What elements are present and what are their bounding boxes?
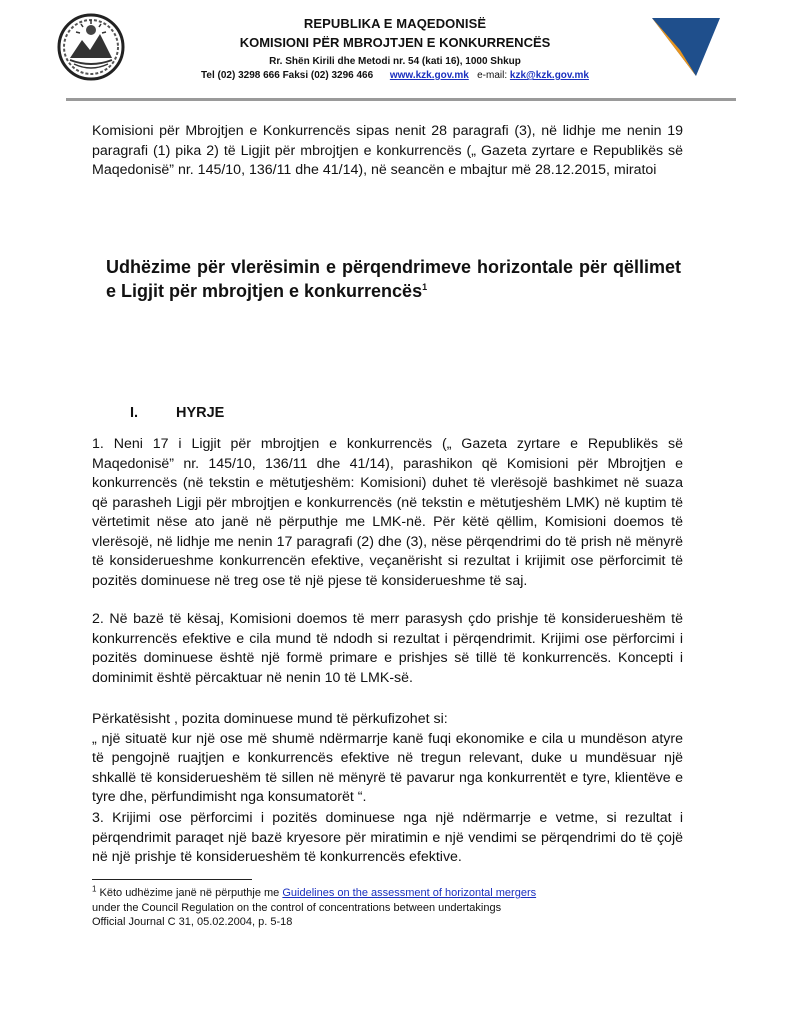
footnote-line-3: Official Journal C 31, 05.02.2004, p. 5-18 — [92, 916, 293, 928]
email-link[interactable]: kzk@kzk.gov.mk — [509, 70, 589, 81]
header-title-commission: KOMISIONI PËR MBROJTJEN E KONKURRENCËS — [239, 35, 551, 50]
header-address: Rr. Shën Kirili dhe Metodi nr. 54 (kati 16), 1000 Shkup — [269, 56, 521, 67]
section-number: I. — [130, 405, 139, 421]
dominance-definition — [92, 710, 683, 808]
section-title: HYRJE — [176, 405, 225, 421]
website-link[interactable]: www.kzk.gov.mk — [389, 70, 469, 81]
commission-logo-icon — [650, 16, 722, 78]
definition-lead: Përkatësisht , pozita dominuese mund të përkufizohet si: — [92, 711, 448, 727]
paragraph-1: 1. Neni 17 i Ligjit për mbrojtjen e konkurrencës („ Gazeta zyrtare e Republikës së Maqedonisë” nr. 145/10, 136/11 dhe 41/14), parashikon që Komisioni për Mbrojtjen e konkurrencës (në tekstin e mëtutjeshëm: Komisioni) duhet të vlerësojë bashkimet në suaza që parasheh Ligji për mbrojtjen e konkurrencës (në tekstin e mëtutjeshëm LMK) në kuptim të vërtetimit nëse ato janë në përputhje me LMK-në. Për këtë qëllim, Komisioni doemos të vlerësojë, në lidhje me nenin 17 paragrafi (2) dhe (3), nëse përqendrimi do të prish në mënyrë të konsiderueshme konkurrencën efektive, veçanërisht si rezultat i krijimit ose përforcimit të pozitës dominuese në treg ose të një pjese të konsiderueshme të saj. — [92, 436, 683, 589]
state-emblem-icon — [56, 12, 126, 82]
header-title-country: REPUBLIKA E MAQEDONISË — [303, 16, 487, 31]
footnote-lead: Këto udhëzime janë në përputhje me — [96, 887, 283, 899]
footnote-divider — [92, 879, 252, 880]
document-title — [106, 255, 681, 303]
title-footnote-mark[interactable]: 1 — [422, 282, 428, 292]
paragraph-3: 3. Krijimi ose përforcimi i pozitës dominuese nga një ndërmarrje e vetme, si rezultat i përqendrimit paraqet një bazë kryesore për miratimin e një vendimi se përqendrimi do të çojë në një prishje të konsiderueshëm të konkurrencës efektive. — [92, 810, 683, 865]
email-label: e-mail: — [477, 70, 508, 81]
footnote-mark: 1 — [92, 884, 97, 894]
footnote — [92, 886, 692, 930]
guidelines-link[interactable]: Guidelines on the assessment of horizontal mergers — [282, 887, 537, 899]
paragraph-2: 2. Në bazë të kësaj, Komisioni doemos të merr parasysh çdo prishje të konsiderueshëm të konkurrencës efektive e cila mund të ndodh si rezultat i përqendrimit. Krijimi ose përforcimi i pozitës dominuese është një formë primare e prishjes së tillë të konkurrencës. Koncepti i dominimit është përcaktuar në nenin 10 të LMK-së. — [92, 611, 683, 686]
header-divider — [66, 98, 736, 101]
header-contact-line — [120, 70, 670, 81]
footnote-line-2: under the Council Regulation on the control of concentrations between undertakings — [92, 901, 502, 914]
intro-paragraph: Komisioni për Mbrojtjen e Konkurrencës sipas nenit 28 paragrafi (3), në lidhje me nenin 19 paragrafi (1) pika 2) të Ligjit për mbrojtjen e konkurrencës („ Gazeta zyrtare e Republikës së Maqedonisë” nr. 145/10, 136/11 dhe 41/14), në seancën e mbajtur më 28.12.2015, miratoi — [92, 123, 683, 178]
header-phone-fax: Tel (02) 3298 666 Faksi (02) 3296 466 — [201, 70, 374, 81]
section-heading — [130, 405, 224, 421]
definition-quote: „ një situatë kur një ose më shumë ndërmarrje kanë fuqi ekonomike e cila u mundëson atyre të pengojnë ruajtjen e konkurrencës efektive në tregun relevant, duke u mundësuar një shkallë të konsiderueshëm të sillen në mënyrë të pavarur nga konkurrentët e tyre, klientëve e tyre dhe, përfundimisht nga konsumatorët “. — [92, 730, 683, 805]
document-title-text: Udhëzime për vlerësimin e përqendrimeve horizontale për qëllimet e Ligjit për mbrojtjen e konkurrencës — [106, 257, 681, 301]
